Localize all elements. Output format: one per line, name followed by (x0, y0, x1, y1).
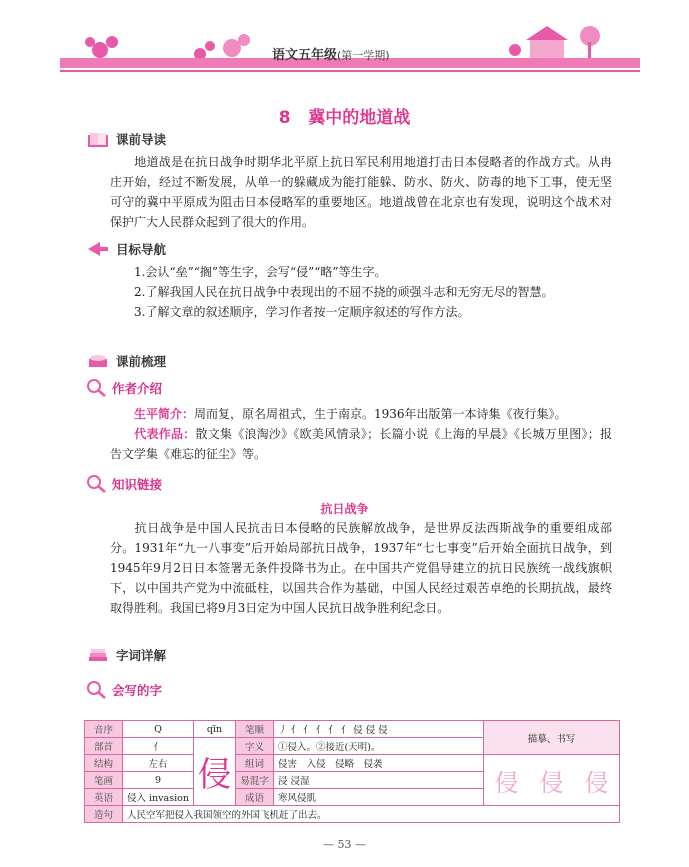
radical: 亻 (123, 738, 194, 755)
author-heading: 作者介绍 (86, 378, 162, 398)
trace-label: 描摹、书写 (483, 721, 619, 755)
author-info: 生平简介：周而复，原名周祖式，生于南京。1936年出版第一本诗集《夜行集》。 代表作品：散文集《浪淘沙》《欧美风情录》；长篇小说《上海的早晨》《长城万里图》；报告文学集《难忘的征尘》等。 (110, 407, 612, 461)
pinyin-initial: Q (123, 721, 194, 738)
goal-item: 2.了解我国人民在抗日战争中表现出的不屈不挠的顽强斗志和无穷无尽的智慧。 (134, 285, 554, 299)
strokes-label: 笔画 (85, 772, 123, 789)
pinyin: qīn (193, 721, 235, 738)
idiom-label: 成语 (235, 789, 273, 806)
knowledge-subtitle: 抗日战争 (320, 502, 369, 516)
works-label: 代表作品： (134, 427, 196, 441)
magnifier-icon (86, 474, 108, 494)
meaning: ①侵入。②接近(天明)。 (273, 738, 483, 755)
english: 侵入 invasion (123, 789, 194, 806)
trace-grid (483, 755, 619, 806)
section-vocab-heading: 字词详解 (86, 644, 166, 666)
book-title: 语文五年级(第一学期) (272, 48, 390, 63)
goals-list (110, 262, 612, 322)
book-icon (86, 129, 110, 149)
goal-item: 1.会认“垒”“搁”等生字，会写“侵”“略”等生字。 (134, 265, 387, 279)
books-stack-icon (86, 645, 110, 665)
words-label: 组词 (235, 755, 273, 772)
trace-char: 侵 (494, 768, 519, 797)
trace-char: 侵 (539, 768, 564, 797)
structure: 左右 (123, 755, 194, 772)
lesson-title: 8 冀中的地道战 (278, 108, 411, 128)
stroke-order: 丿 亻 亻 亻 亻 亻 侵 侵 侵 (273, 721, 483, 738)
confuse-label: 易混字 (235, 772, 273, 789)
meaning-label: 字义 (235, 738, 273, 755)
sentence-label: 造句 (85, 806, 123, 823)
section-intro-heading: 课前导读 (86, 128, 166, 150)
structure-label: 结构 (85, 755, 123, 772)
section-review-heading: 课前梳理 (86, 350, 166, 372)
arrow-target-icon (86, 239, 110, 259)
write-chars-heading: 会写的字 (86, 680, 162, 700)
big-character: 侵 (193, 738, 235, 806)
page-number: — 53 — (323, 838, 366, 851)
words: 侵害 入侵 侵略 侵袭 (273, 755, 483, 772)
knowledge-heading: 知识链接 (86, 474, 162, 494)
knowledge-text: 抗日战争是中国人民抗击日本侵略的民族解放战争，是世界反法西斯战争的重要组成部分。1931年“九一八事变”后开始局部抗日战争，1937年“七七事变”后开始全面抗日战争，到1945年9月2日日本签署无条件投降书为止。在中国共产党倡导建立的抗日民族统一战线旗帜下，以中国共产党为中流砥柱，以国共合作为基础，中国人民经过艰苦卓绝的长期抗战，最终取得胜利。我国已将9月3日定为中国人民抗日战争胜利纪念日。 (110, 521, 612, 615)
pinyin-label: 音序 (85, 721, 123, 738)
strokes: 9 (123, 772, 194, 789)
goal-item: 3.了解文章的叙述顺序，学习作者按一定顺序叙述的写作方法。 (134, 305, 470, 319)
character-table (84, 720, 620, 823)
page-header (60, 18, 640, 80)
confuse: 浸 浸湿 (273, 772, 483, 789)
intro-text: 地道战是在抗日战争时期华北平原上抗日军民利用地道打击日本侵略者的作战方式。从冉庄开始，经过不断发展，从单一的躲藏成为能打能躲、防水、防火、防毒的地下工事，使无坚可守的冀中平原成为阻击日本侵略军的重要地区。地道战曾在北京也有发现，说明这个战术对保护广大人民群众起到了很大的作用。 (110, 155, 612, 229)
sentence: 人民空军把侵入我国领空的外国飞机赶了出去。 (123, 806, 620, 823)
desk-icon (86, 351, 110, 371)
magnifier-icon (86, 680, 108, 700)
trace-char: 侵 (584, 768, 609, 797)
idiom: 寒风侵肌 (273, 789, 483, 806)
radical-label: 部首 (85, 738, 123, 755)
stroke-order-label: 笔顺 (235, 721, 273, 738)
section-goals-heading: 目标导航 (86, 238, 166, 260)
bio-label: 生平简介： (134, 407, 195, 421)
magnifier-icon (86, 378, 108, 398)
english-label: 英语 (85, 789, 123, 806)
